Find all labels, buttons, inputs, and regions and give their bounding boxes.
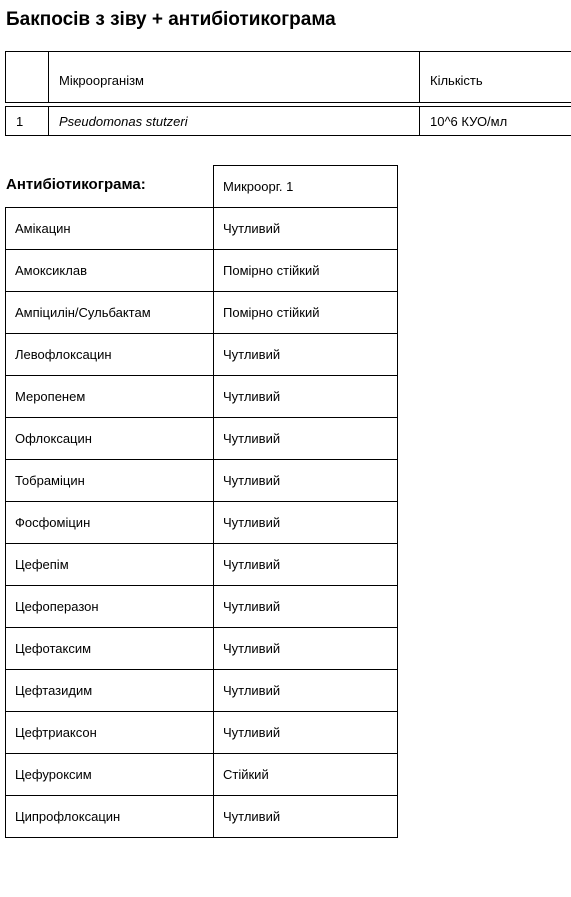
table-row bbox=[6, 502, 398, 544]
table-row bbox=[6, 586, 398, 628]
results-header-quantity: Кількість bbox=[420, 52, 571, 103]
sensitivity-result: Чутливий bbox=[214, 502, 398, 544]
results-header-organism: Мікроорганізм bbox=[49, 52, 420, 103]
sensitivity-result: Чутливий bbox=[214, 628, 398, 670]
sensitivity-result: Чутливий bbox=[214, 460, 398, 502]
antibiotic-name: Амікацин bbox=[6, 208, 214, 250]
antibiotic-name: Цефепім bbox=[6, 544, 214, 586]
antibiotic-name: Амоксиклав bbox=[6, 250, 214, 292]
sensitivity-result: Чутливий bbox=[214, 208, 398, 250]
results-header-row bbox=[6, 52, 571, 103]
page-title: Бакпосів з зіву + антибіотикограма bbox=[6, 9, 336, 30]
table-row bbox=[6, 712, 398, 754]
antibiotic-name: Фосфоміцин bbox=[6, 502, 214, 544]
antibiogram-table bbox=[5, 165, 398, 838]
results-table bbox=[5, 51, 571, 136]
organism-quantity: 10^6 КУО/мл bbox=[420, 107, 571, 136]
sensitivity-result: Чутливий bbox=[214, 334, 398, 376]
antibiotic-name: Цефотаксим bbox=[6, 628, 214, 670]
table-row bbox=[6, 334, 398, 376]
table-row bbox=[6, 670, 398, 712]
antibiotic-name: Цефуроксим bbox=[6, 754, 214, 796]
sensitivity-result: Чутливий bbox=[214, 418, 398, 460]
antibiotic-name: Тобраміцин bbox=[6, 460, 214, 502]
table-row bbox=[6, 628, 398, 670]
sensitivity-result: Чутливий bbox=[214, 670, 398, 712]
row-number: 1 bbox=[6, 107, 49, 136]
table-row bbox=[6, 544, 398, 586]
antibiogram-header-row bbox=[6, 166, 398, 208]
sensitivity-result: Помірно стійкий bbox=[214, 250, 398, 292]
table-row bbox=[6, 208, 398, 250]
results-header-number bbox=[6, 52, 49, 103]
microorganism-column-header: Микроорг. 1 bbox=[214, 166, 398, 208]
sensitivity-result: Чутливий bbox=[214, 712, 398, 754]
table-row bbox=[6, 460, 398, 502]
antibiotic-name: Меропенем bbox=[6, 376, 214, 418]
organism-name: Pseudomonas stutzeri bbox=[49, 107, 420, 136]
table-row bbox=[6, 376, 398, 418]
sensitivity-result: Чутливий bbox=[214, 376, 398, 418]
antibiotic-name: Цефоперазон bbox=[6, 586, 214, 628]
sensitivity-result: Стійкий bbox=[214, 754, 398, 796]
antibiotic-name: Ампіцилін/Сульбактам bbox=[6, 292, 214, 334]
antibiotic-name: Левофлоксацин bbox=[6, 334, 214, 376]
table-row bbox=[6, 796, 398, 838]
sensitivity-result: Помірно стійкий bbox=[214, 292, 398, 334]
table-row bbox=[6, 292, 398, 334]
table-row bbox=[6, 250, 398, 292]
antibiotic-name: Цефтриаксон bbox=[6, 712, 214, 754]
table-row bbox=[6, 418, 398, 460]
antibiotic-name: Цефтазидим bbox=[6, 670, 214, 712]
sensitivity-result: Чутливий bbox=[214, 544, 398, 586]
table-row bbox=[6, 754, 398, 796]
antibiogram-label: Антибіотикограма: bbox=[6, 176, 146, 193]
sensitivity-result: Чутливий bbox=[214, 796, 398, 838]
table-row bbox=[6, 107, 571, 136]
antibiotic-name: Офлоксацин bbox=[6, 418, 214, 460]
antibiotic-name: Ципрофлоксацин bbox=[6, 796, 214, 838]
sensitivity-result: Чутливий bbox=[214, 586, 398, 628]
